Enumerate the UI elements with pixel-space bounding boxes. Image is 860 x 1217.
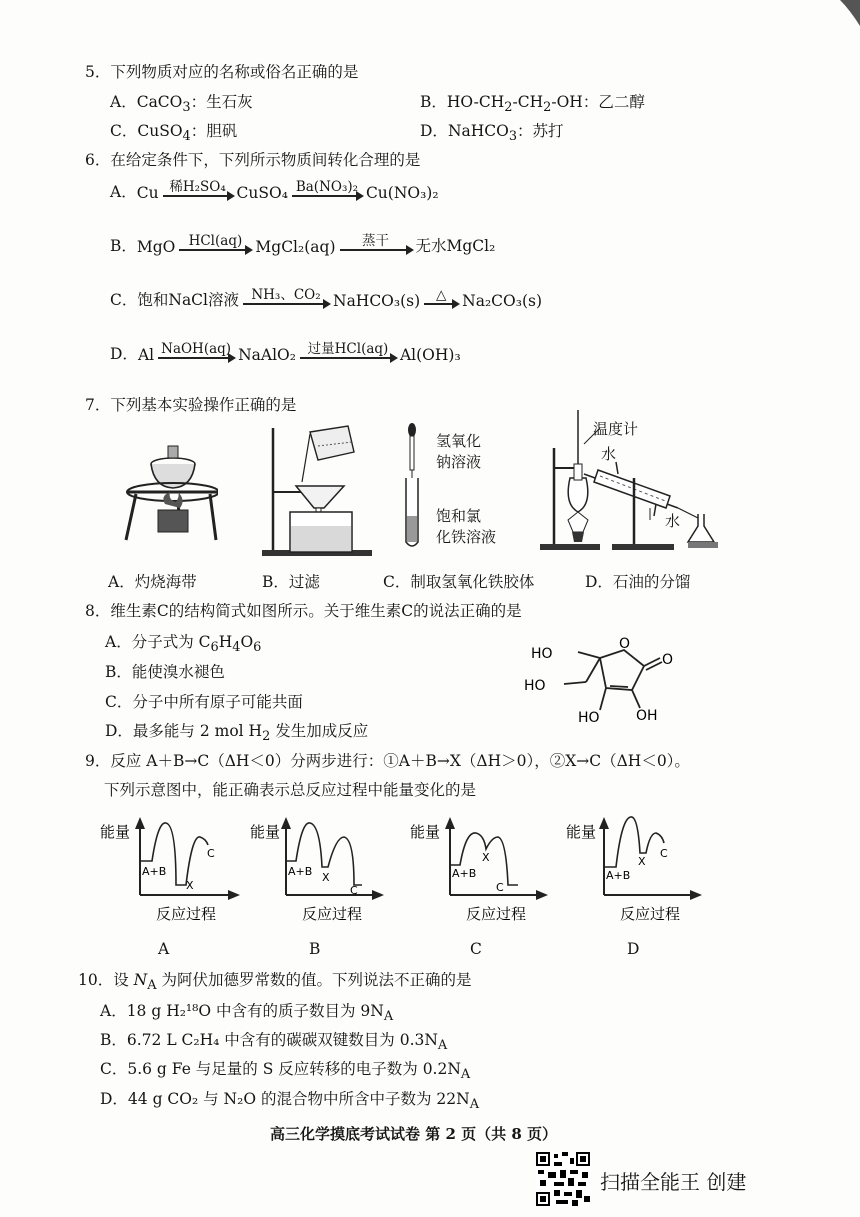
q8-option-c: C．分子中所有原子可能共面 — [105, 693, 303, 711]
struct-carbonyl-o: O — [662, 652, 674, 668]
q8-option-b: B．能使溴水褪色 — [105, 663, 225, 681]
svg-text:能量: 能量 — [410, 823, 441, 841]
q8-option-d: D．最多能与 2 mol $H_2$ 发生加成反应 — [105, 722, 369, 745]
svg-text:X: X — [322, 871, 330, 884]
label-fecl3-2: 化铁溶液 — [436, 528, 497, 546]
label-thermometer: 温度计 — [593, 420, 639, 438]
svg-text:X: X — [186, 879, 194, 892]
struct-ho-left: HO — [524, 678, 546, 694]
q8-option-a: A．分子式为 $C_6H_4O_6$ — [105, 633, 262, 656]
q6-stem: 6．在给定条件下，下列所示物质间转化合理的是 — [85, 151, 421, 169]
svg-text:反应过程: 反应过程 — [466, 905, 527, 923]
label-naoh-1: 氢氧化 — [436, 432, 482, 450]
apparatus-crucible-burning — [118, 432, 218, 542]
svg-text:A+B: A+B — [288, 865, 313, 878]
svg-text:C: C — [207, 847, 215, 860]
label-water-in: 水 — [601, 445, 617, 463]
struct-oh-bottom: OH — [636, 708, 658, 724]
svg-text:能量: 能量 — [566, 823, 597, 841]
struct-ho-top: HO — [531, 646, 553, 662]
struct-ring-o: O — [619, 636, 631, 652]
svg-text:A+B: A+B — [606, 869, 631, 882]
label-naoh-2: 钠溶液 — [436, 453, 482, 471]
svg-text:X: X — [482, 851, 490, 864]
svg-text:X: X — [638, 855, 646, 868]
scanner-watermark: 扫描全能王 创建 — [600, 1170, 747, 1194]
energy-diagram-b — [250, 815, 400, 930]
q7-option-a: A．灼烧海带 — [108, 573, 197, 591]
q7-stem: 7．下列基本实验操作正确的是 — [85, 396, 297, 414]
diagram-letter-b: B — [309, 940, 321, 958]
apparatus-filtration — [258, 422, 378, 560]
svg-text:C: C — [660, 847, 668, 860]
energy-diagram-c — [410, 815, 560, 930]
svg-text:A+B: A+B — [452, 867, 477, 880]
q5-option-c: C．CuSO$_4$：胆矾 — [110, 122, 238, 145]
page-corner-shadow — [820, 0, 860, 26]
qr-code-icon — [536, 1152, 590, 1206]
diagram-letter-d: D — [627, 940, 640, 958]
y-label: 能量 — [100, 823, 131, 841]
q10-option-b: B．6.72 L C₂H₄ 中含有的碳碳双键数目为 $0.3N_A$ — [100, 1031, 448, 1054]
page-footer: 高三化学摸底考试试卷 第 2 页（共 8 页） — [270, 1125, 557, 1143]
energy-diagram-d — [566, 815, 716, 930]
x-label: 反应过程 — [156, 905, 217, 923]
q10-option-a: A．18 g H₂¹⁸O 中含有的质子数目为 $9N_A$ — [100, 1002, 394, 1025]
apparatus-dropper-test-tube — [398, 420, 438, 550]
label-water-out: 水 — [665, 512, 681, 530]
q7-option-c: C．制取氢氧化铁胶体 — [383, 573, 535, 591]
q6-option-d: D． Al NaOH(aq) NaAlO₂ 过量HCl(aq) Al(OH)₃ — [110, 341, 461, 364]
q6-option-c: C． 饱和NaCl溶液 NH₃、CO₂ NaHCO₃(s) △ Na₂CO₃(s) — [110, 287, 543, 310]
q9-line1: 9．反应 A＋B→C（ΔH＜0）分两步进行：①A＋B→X（ΔH＞0），②X→C（ΔH＜0）。 — [85, 752, 690, 770]
diagram-letter-a: A — [158, 940, 170, 958]
q6-option-a: A． Cu 稀H₂SO₄ CuSO₄ Ba(NO₃)₂ Cu(NO₃)₂ — [110, 179, 439, 202]
q8-stem: 8．维生素C的结构简式如图所示。关于维生素C的说法正确的是 — [85, 602, 522, 620]
q10-stem: 10．设 $N_A$ 为阿伏加德罗常数的值。下列说法不正确的是 — [78, 971, 472, 994]
q5-option-d: D．NaHCO$_3$：苏打 — [420, 122, 564, 145]
q7-option-b: B．过滤 — [262, 573, 320, 591]
vitamin-c-structure — [520, 636, 690, 731]
q7-option-d: D．石油的分馏 — [585, 573, 691, 591]
q5-stem: 5．下列物质对应的名称或俗名正确的是 — [85, 63, 359, 81]
q10-option-d: D．44 g CO₂ 与 N₂O 的混合物中所含中子数为 $22N_A$ — [100, 1090, 480, 1113]
svg-text:反应过程: 反应过程 — [302, 905, 363, 923]
svg-text:C: C — [350, 884, 358, 897]
q9-line2: 下列示意图中，能正确表示总反应过程中能量变化的是 — [104, 781, 477, 799]
svg-text:C: C — [496, 881, 504, 894]
svg-text:能量: 能量 — [250, 823, 281, 841]
q6-option-b: B． MgO HCl(aq) MgCl₂(aq) 蒸干 无水MgCl₂ — [110, 233, 496, 256]
struct-ho-bottom: HO — [578, 710, 600, 726]
q10-option-c: C．5.6 g Fe 与足量的 S 反应转移的电子数为 $0.2N_A$ — [100, 1060, 471, 1083]
svg-text:A+B: A+B — [142, 865, 167, 878]
q5-option-a: A．CaCO$_3$：生石灰 — [110, 93, 253, 116]
label-fecl3-1: 饱和氯 — [436, 507, 482, 525]
q5-option-b: B．$HO-CH_2-CH_2-OH$：乙二醇 — [420, 93, 645, 116]
diagram-letter-c: C — [470, 940, 482, 958]
energy-diagram-a — [100, 815, 250, 930]
svg-text:反应过程: 反应过程 — [620, 905, 681, 923]
